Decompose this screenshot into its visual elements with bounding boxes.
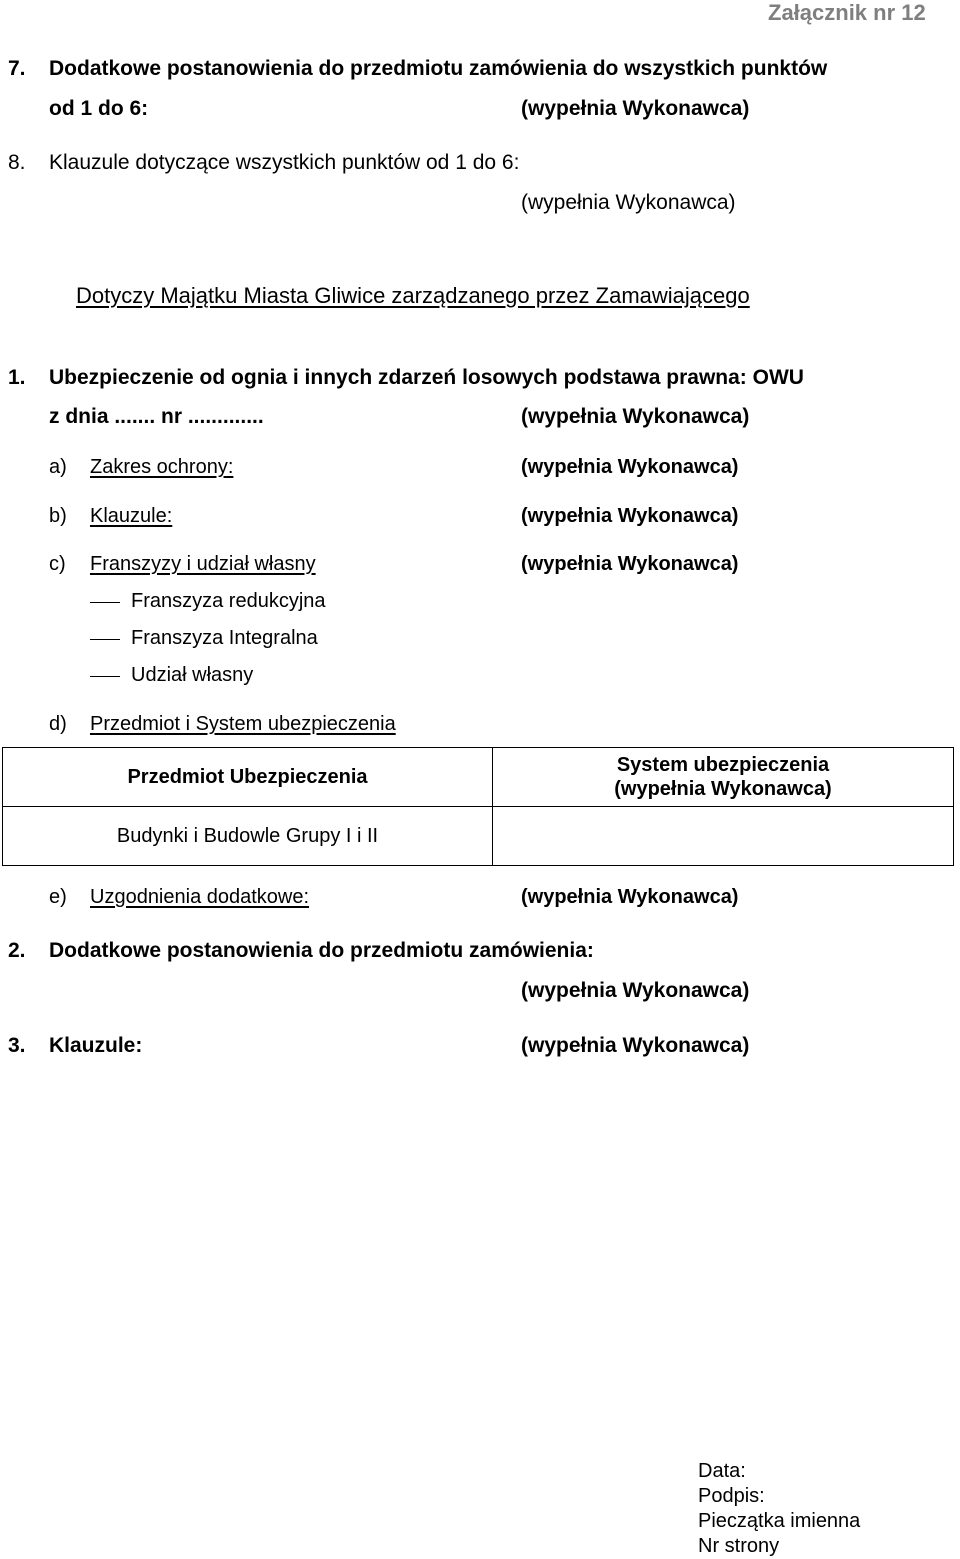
sub-item: Udział własny xyxy=(131,664,254,686)
item8-fill-note: (wypełnia Wykonawca) xyxy=(521,191,736,214)
s2-text: Dodatkowe postanowienia do przedmiotu zamówienia: xyxy=(49,939,594,962)
s1-line2: z dnia ....... nr ............. xyxy=(49,405,264,428)
s1d-label: Przedmiot i System ubezpieczenia xyxy=(90,713,396,735)
section-heading: Dotyczy Majątku Miasta Gliwice zarządzanego przez Zamawiającego xyxy=(76,283,750,308)
sub-item: Franszyza Integralna xyxy=(131,627,318,649)
s1e-letter: e) xyxy=(49,886,67,908)
item7-fill-note: (wypełnia Wykonawca) xyxy=(521,97,750,120)
dash-bullet xyxy=(90,676,120,677)
stamp-signature-label: Podpis: xyxy=(698,1485,765,1507)
table-header-system-line1: System ubezpieczenia xyxy=(616,754,830,776)
s1d-letter: d) xyxy=(49,713,67,735)
table-header-system-line2: (wypełnia Wykonawca) xyxy=(614,778,832,800)
s3-fill-note: (wypełnia Wykonawca) xyxy=(521,1034,750,1057)
annex-label: Załącznik nr 12 xyxy=(768,0,926,25)
s3-text: Klauzule: xyxy=(49,1034,143,1057)
dash-bullet xyxy=(90,602,120,603)
s1b-fill-note: (wypełnia Wykonawca) xyxy=(521,505,739,527)
s1-fill-note: (wypełnia Wykonawca) xyxy=(521,405,750,428)
s1b-letter: b) xyxy=(49,505,67,527)
table-row xyxy=(3,807,954,866)
stamp-name-label: Pieczątka imienna xyxy=(698,1510,861,1532)
item8-number: 8. xyxy=(8,151,26,174)
table-cell-subject: Budynki i Budowle Grupy I i II xyxy=(3,807,493,866)
stamp-page-label: Nr strony xyxy=(698,1535,780,1557)
s1e-label: Uzgodnienia dodatkowe: xyxy=(90,886,310,908)
insurance-table xyxy=(2,747,954,866)
table-header-row xyxy=(3,748,954,807)
item7-line2: od 1 do 6: xyxy=(49,97,149,120)
s1c-fill-note: (wypełnia Wykonawca) xyxy=(521,553,739,575)
table-cell-system[interactable] xyxy=(493,807,954,866)
s1b-label: Klauzule: xyxy=(90,505,173,527)
s1a-fill-note: (wypełnia Wykonawca) xyxy=(521,456,739,478)
s2-number: 2. xyxy=(8,939,26,962)
table-header-system xyxy=(493,748,954,807)
s1c-label: Franszyzy i udział własny xyxy=(90,553,316,575)
s1-line1: Ubezpieczenie od ognia i innych zdarzeń losowych podstawa prawna: OWU xyxy=(49,366,804,389)
s1e-fill-note: (wypełnia Wykonawca) xyxy=(521,886,739,908)
s1a-label: Zakres ochrony: xyxy=(90,456,234,478)
item7-line1: Dodatkowe postanowienia do przedmiotu zamówienia do wszystkich punktów xyxy=(49,57,828,80)
s2-fill-note: (wypełnia Wykonawca) xyxy=(521,979,750,1002)
s3-number: 3. xyxy=(8,1034,26,1057)
item8-text: Klauzule dotyczące wszystkich punktów od 1 do 6: xyxy=(49,151,520,174)
signature-block xyxy=(698,1459,860,1559)
sub-item: Franszyza redukcyjna xyxy=(131,590,326,612)
dash-bullet xyxy=(90,639,120,640)
s1-number: 1. xyxy=(8,366,26,389)
item7-number: 7. xyxy=(8,57,26,80)
s1a-letter: a) xyxy=(49,456,67,478)
s1c-letter: c) xyxy=(49,553,66,575)
table-header-subject: Przedmiot Ubezpieczenia xyxy=(3,748,493,807)
stamp-date-label: Data: xyxy=(698,1460,746,1482)
